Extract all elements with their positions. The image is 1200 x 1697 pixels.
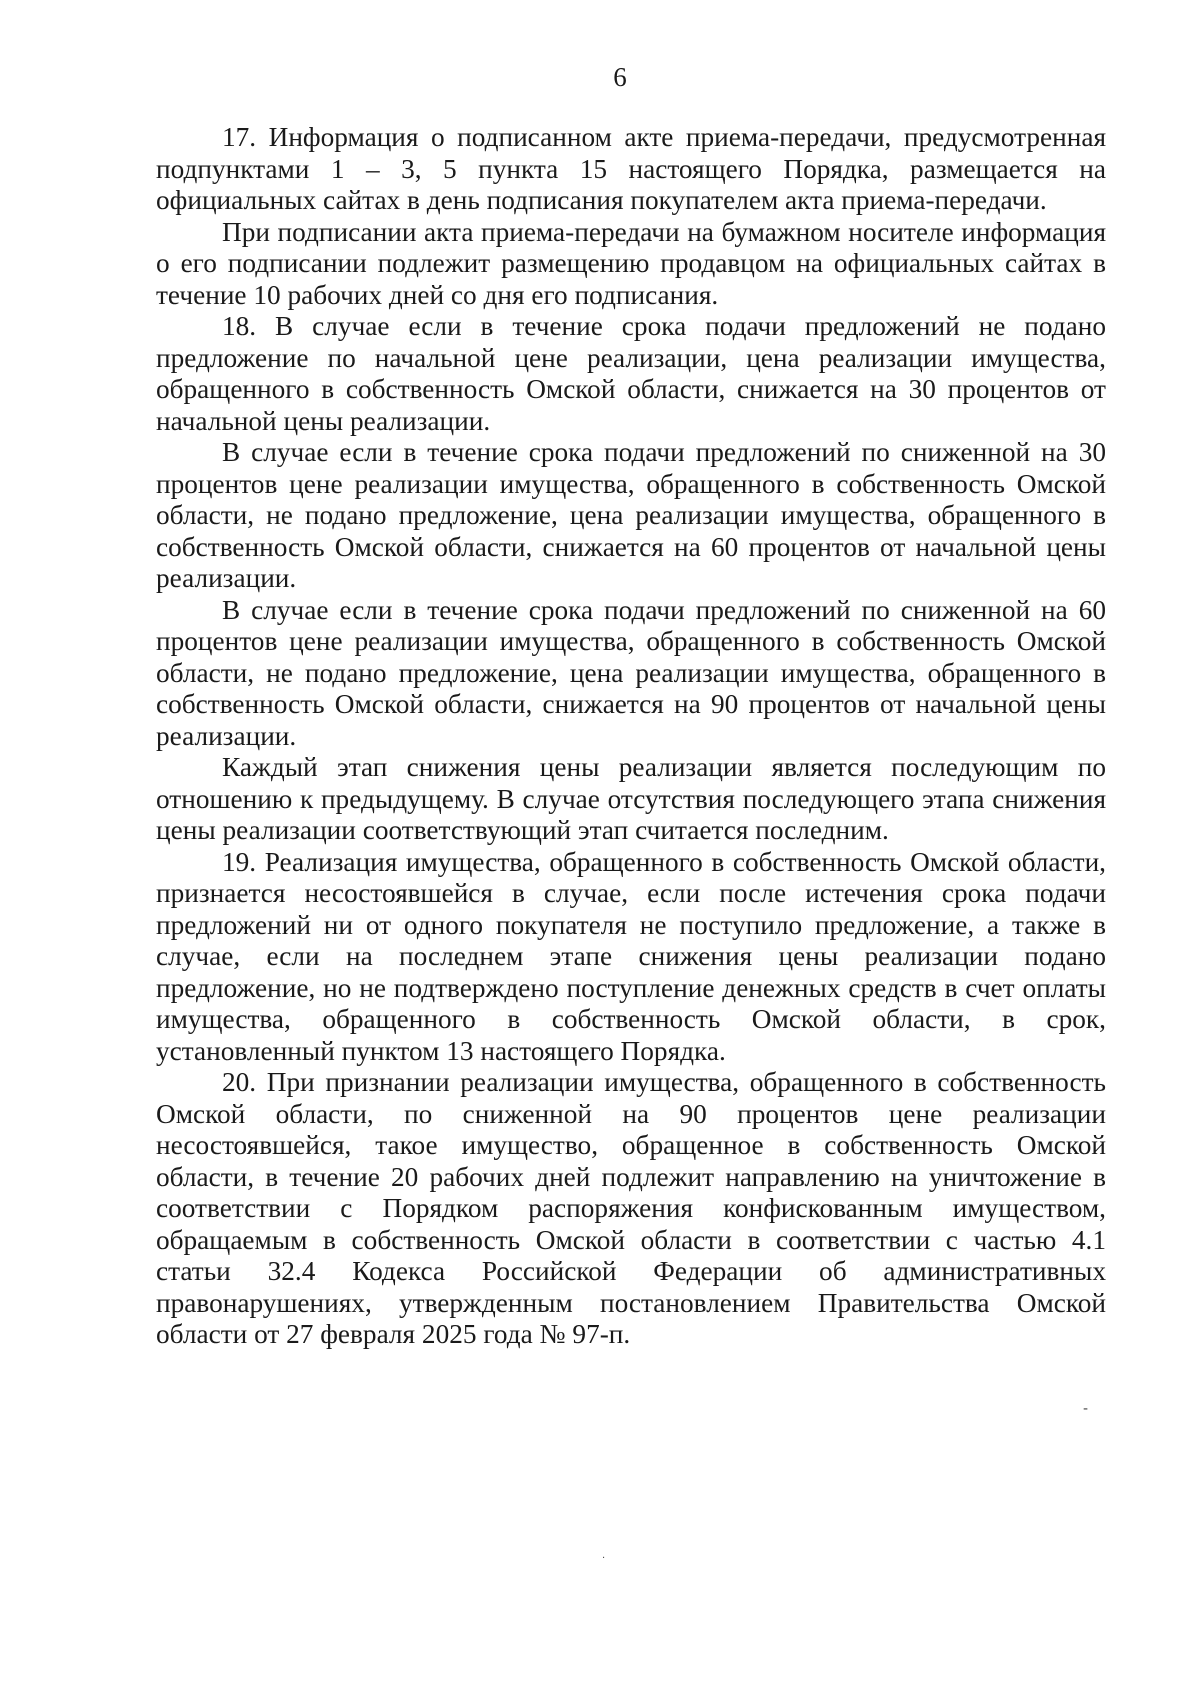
paragraph-18-stages: Каждый этап снижения цены реализации является последующим по отношению к предыдущему. В случае отсутствия последующего этапа снижения цены реализации соответствующий этап считается последним. bbox=[156, 752, 1106, 845]
paragraph-17: 17. Информация о подписанном акте приема-передачи, предусмотренная подпунктами 1 – 3, 5 пункта 15 настоящего Порядка, размещается на официальных сайтах в день подписания покупателем акта приема-передачи. bbox=[156, 122, 1106, 215]
paragraph-19: 19. Реализация имущества, обращенного в собственность Омской области, признается несостоявшейся в случае, если после истечения срока подачи предложений ни от одного покупателя не поступило предложение, а также в случае, если на последнем этапе снижения цены реализации подано предложение, но не подтверждено поступление денежных средств в счет оплаты имущества, обращенного в собственность Омской области, в срок, установленный пунктом 13 настоящего Порядка. bbox=[156, 846, 1106, 1066]
scan-artifact-dash: - bbox=[1083, 1401, 1089, 1417]
page-number: 6 bbox=[613, 62, 627, 92]
document-body bbox=[156, 122, 1106, 1351]
paragraph-17-paper-signing: При подписании акта приема-передачи на бумажном носителе информация о его подписании подлежит размещению продавцом на официальных сайтах в течение 10 рабочих дней со дня его подписания. bbox=[156, 216, 1106, 310]
paragraph-18-reduction-60: В случае если в течение срока подачи предложений по сниженной на 30 процентов цене реализации имущества, обращенного в собственность Омской области, не подано предложение, цена реализации имущества, обращенного в собственность Омской области, снижается на 60 процентов от начальной цены реализации. bbox=[156, 437, 1106, 593]
paragraph-18-reduction-90: В случае если в течение срока подачи предложений по сниженной на 60 процентов цене реализации имущества, обращенного в собственность Омской области, не подано предложение, цена реализации имущества, обращенного в собственность Омской области, снижается на 90 процентов от начальной цены реализации. bbox=[156, 594, 1106, 751]
paragraph-20: 20. При признании реализации имущества, обращенного в собственность Омской области, по сниженной на 90 процентов цене реализации несостоявшейся, такое имущество, обращенное в собственность Омской области, в течение 20 рабочих дней подлежит направлению на уничтожение в соответствии с Порядком распоряжения конфискованным имуществом, обращаемым в собственность Омской области в соответствии с частью 4.1 статьи 32.4 Кодекса Российской Федерации об административных правонарушениях, утвержденным постановлением Правительства Омской области от 27 февраля 2025 года № 97-п. bbox=[156, 1067, 1106, 1349]
paragraph-18: 18. В случае если в течение срока подачи предложений не подано предложение по начальной цене реализации, цена реализации имущества, обращенного в собственность Омской области, снижается на 30 процентов от начальной цены реализации. bbox=[156, 311, 1106, 436]
scan-artifact-dot: · bbox=[602, 1553, 606, 1564]
